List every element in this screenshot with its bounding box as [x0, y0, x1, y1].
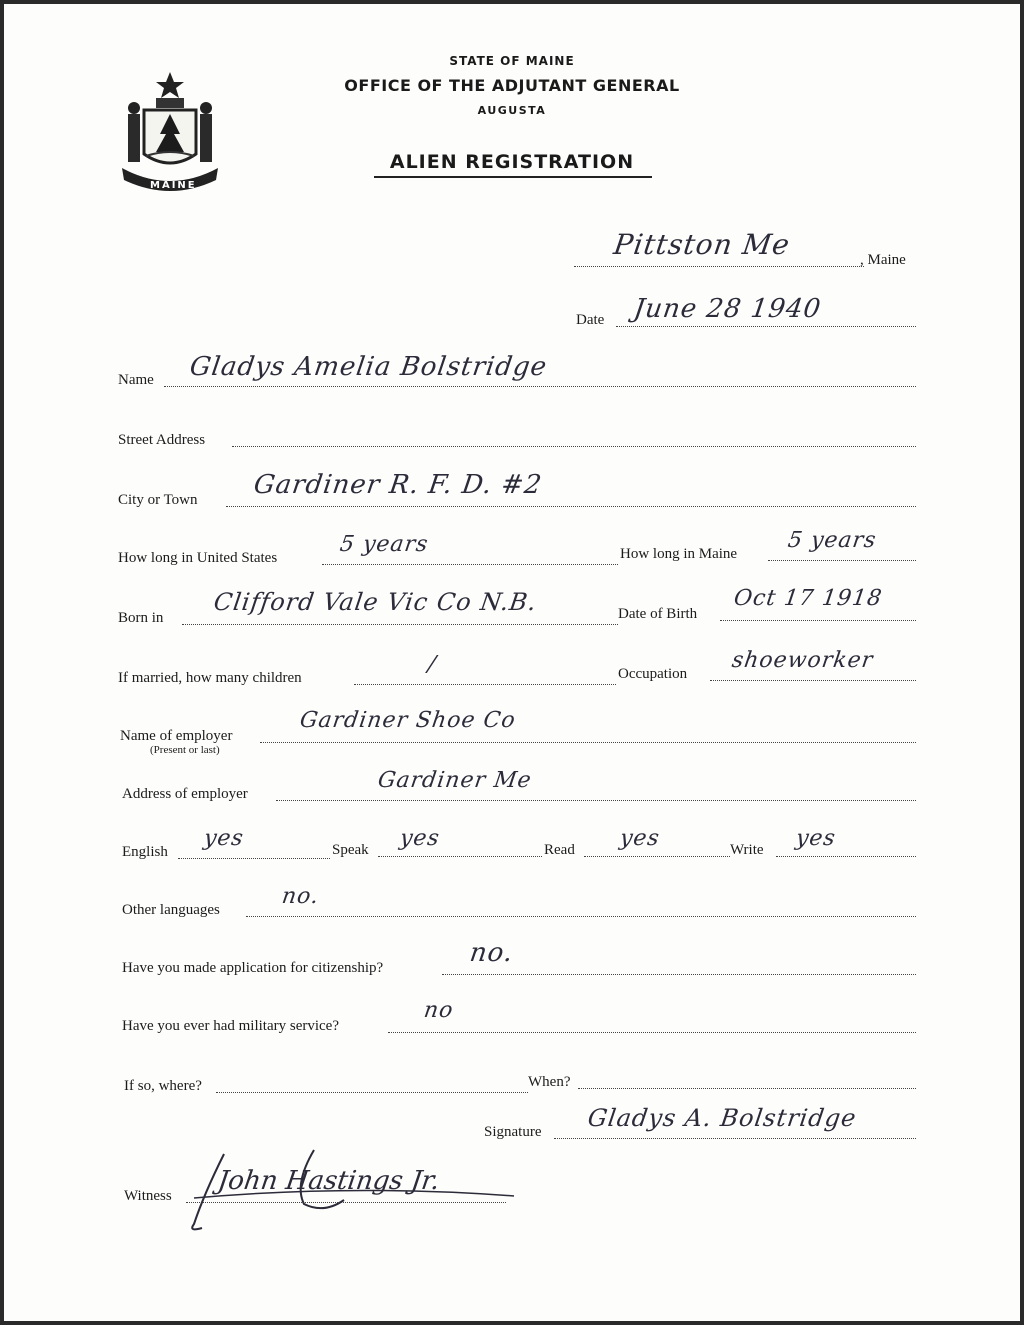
- children-label: If married, how many children: [118, 670, 302, 686]
- witness-label: Witness: [124, 1188, 172, 1204]
- header-city: AUGUSTA: [477, 104, 547, 117]
- employer-sublabel: (Present or last): [150, 744, 220, 756]
- born-in-label: Born in: [118, 610, 164, 626]
- read-label: Read: [544, 842, 575, 858]
- english-value: yes: [202, 826, 246, 851]
- date-of-birth-label: Date of Birth: [618, 606, 698, 622]
- title-underline: [374, 176, 652, 178]
- city-label: City or Town: [118, 492, 198, 508]
- military-label: Have you ever had military service?: [122, 1018, 339, 1034]
- how-long-maine-value: 5 years: [786, 528, 879, 553]
- employer-label: Name of employer: [120, 728, 233, 744]
- header-office: OFFICE OF THE ADJUTANT GENERAL: [344, 76, 680, 95]
- write-label: Write: [730, 842, 764, 858]
- employer-value: Gardiner Shoe Co: [298, 708, 518, 733]
- header-state: STATE OF MAINE: [449, 54, 575, 68]
- employer-address-value: Gardiner Me: [376, 768, 534, 793]
- how-long-us-value: 5 years: [338, 532, 431, 557]
- date-of-birth-value: Oct 17 1918: [732, 586, 884, 611]
- english-label: English: [122, 844, 168, 860]
- children-value: /: [426, 652, 439, 677]
- how-long-maine-label: How long in Maine: [620, 546, 738, 562]
- signature-value: Gladys A. Bolstridge: [586, 1104, 859, 1132]
- write-value: yes: [794, 826, 838, 851]
- registration-form: [4, 4, 1020, 1321]
- date-label: Date: [576, 312, 605, 328]
- place-suffix: , Maine: [860, 252, 906, 268]
- military-value: no: [422, 998, 456, 1023]
- city-value: Gardiner R. F. D. #2: [251, 470, 544, 500]
- speak-value: yes: [398, 826, 442, 851]
- occupation-label: Occupation: [618, 666, 688, 682]
- signature-label: Signature: [484, 1124, 542, 1140]
- form-title: ALIEN REGISTRATION: [389, 151, 635, 173]
- read-value: yes: [618, 826, 662, 851]
- date-value: June 28 1940: [631, 294, 824, 324]
- other-languages-value: no.: [280, 884, 321, 909]
- citizenship-value: no.: [467, 938, 516, 968]
- occupation-value: shoeworker: [730, 648, 875, 673]
- speak-label: Speak: [332, 842, 369, 858]
- other-languages-label: Other languages: [122, 902, 220, 918]
- name-label: Name: [118, 372, 154, 388]
- seal-banner-text: MAINE: [150, 180, 197, 191]
- where-label: If so, where?: [124, 1078, 202, 1094]
- witness-value: John Hastings Jr.: [215, 1166, 442, 1196]
- when-label: When?: [528, 1074, 571, 1090]
- employer-address-label: Address of employer: [122, 786, 248, 802]
- citizenship-label: Have you made application for citizenship?: [122, 960, 384, 976]
- witness-signature-flourish: [174, 1144, 534, 1234]
- how-long-us-label: How long in United States: [118, 550, 278, 566]
- place-value: Pittston Me: [611, 228, 793, 261]
- street-address-label: Street Address: [118, 432, 206, 448]
- name-value: Gladys Amelia Bolstridge: [187, 352, 550, 382]
- born-in-value: Clifford Vale Vic Co N.B.: [212, 588, 539, 616]
